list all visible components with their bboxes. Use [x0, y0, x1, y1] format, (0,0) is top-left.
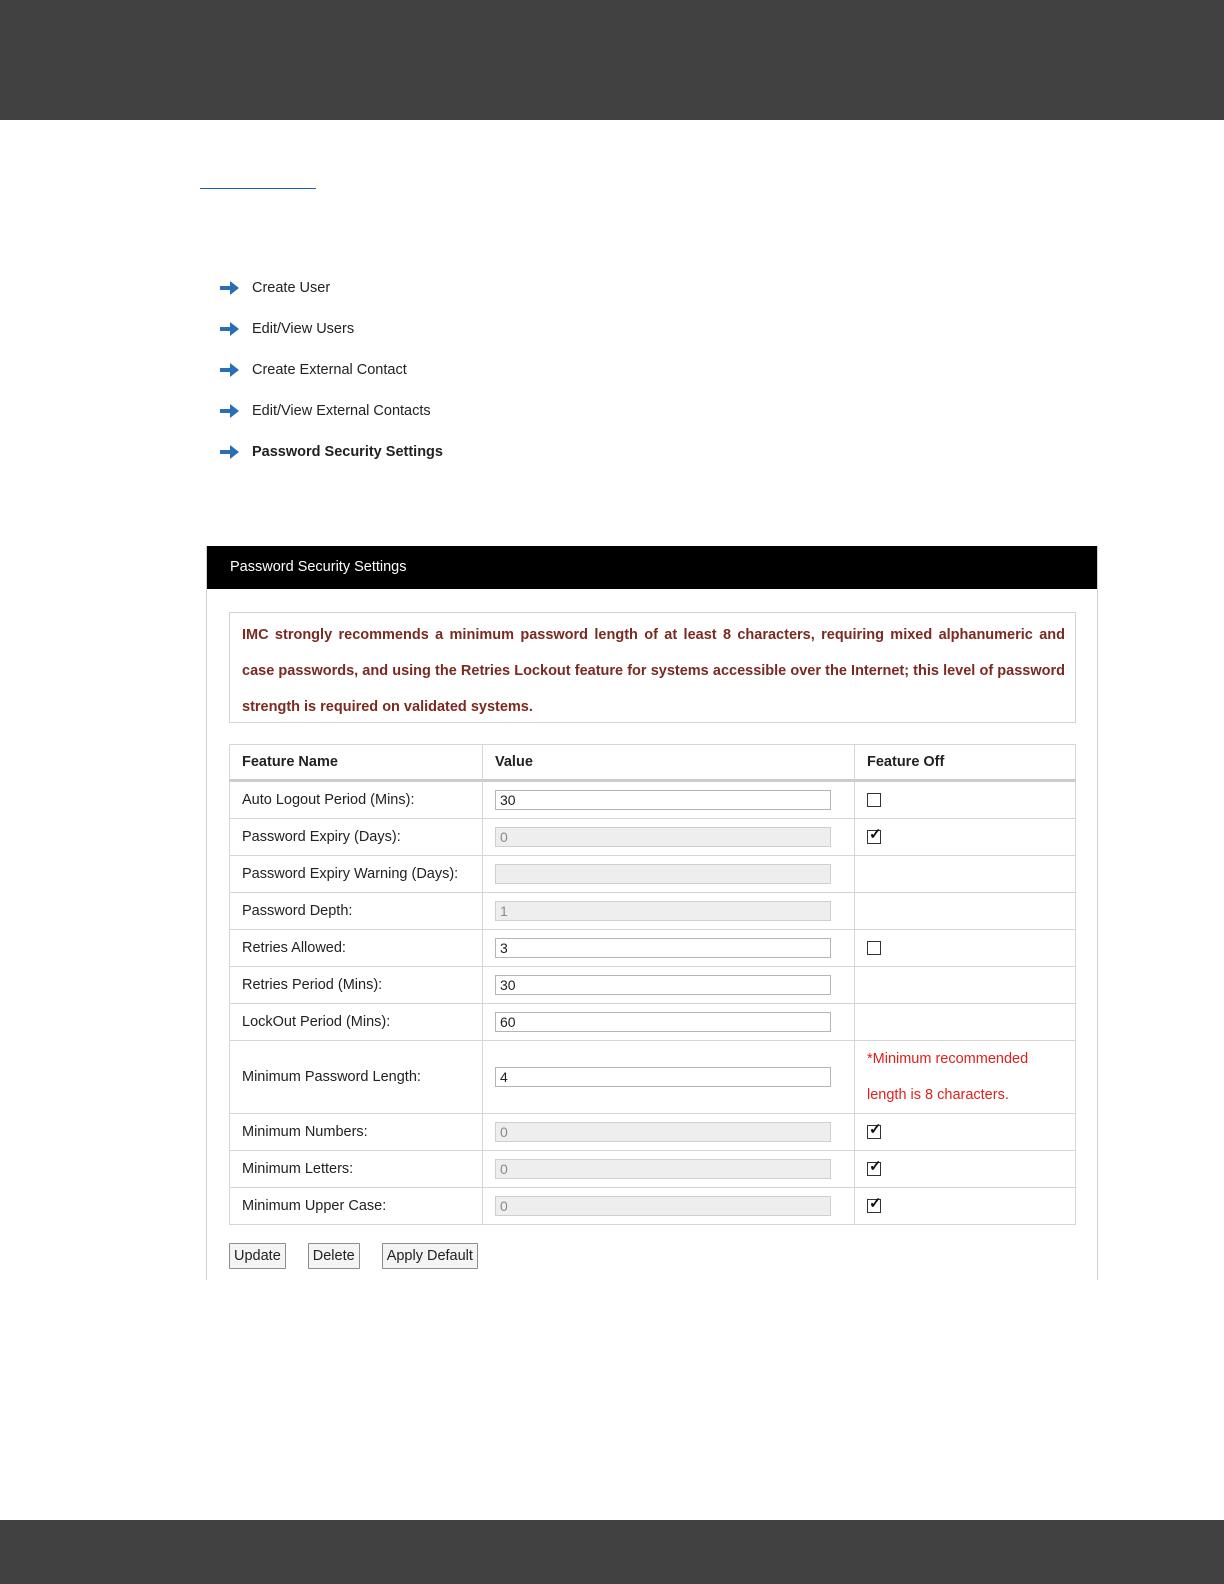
table-row [230, 1004, 1076, 1041]
value-cell [483, 1151, 855, 1188]
value-cell [483, 1041, 855, 1114]
value-cell [483, 781, 855, 819]
table-row [230, 819, 1076, 856]
table-header-row [230, 745, 1076, 781]
feature-value-input [495, 864, 831, 884]
feature-off-checkbox[interactable] [867, 1195, 882, 1213]
feature-off-cell [855, 1188, 1076, 1225]
value-cell [483, 856, 855, 893]
feature-off-checkbox[interactable] [867, 1158, 882, 1176]
footer-bar [0, 1520, 1224, 1584]
user-menu [220, 279, 443, 484]
feature-off-cell [855, 781, 1076, 819]
table-row [230, 781, 1076, 819]
checkmark-icon: ✓ [869, 1195, 882, 1213]
feature-off-cell [855, 893, 1076, 930]
nav-item-create-user[interactable] [220, 279, 443, 320]
feature-off-cell [855, 1041, 1076, 1114]
header-bar [0, 0, 1224, 120]
min-length-recommendation-note: *Minimum recommended length is 8 characters. [867, 1051, 1029, 1103]
right-arrow-icon [220, 321, 240, 337]
feature-off-cell [855, 967, 1076, 1004]
feature-off-checkbox[interactable] [867, 1121, 882, 1139]
feature-off-checkbox[interactable] [867, 793, 881, 807]
right-arrow-icon [220, 403, 240, 419]
value-cell [483, 1004, 855, 1041]
right-arrow-icon [220, 444, 240, 460]
nav-item-label: Create External Contact [252, 362, 407, 378]
feature-value-input[interactable] [495, 938, 831, 958]
feature-value-input [495, 827, 831, 847]
nav-item-password-security-settings[interactable] [220, 443, 443, 484]
feature-value-input[interactable] [495, 1012, 831, 1032]
feature-name-cell: Retries Allowed: [230, 930, 483, 967]
feature-name-cell: Auto Logout Period (Mins): [230, 781, 483, 819]
feature-value-input [495, 1159, 831, 1179]
right-arrow-icon [220, 362, 240, 378]
feature-off-cell [855, 1151, 1076, 1188]
feature-value-input [495, 1122, 831, 1142]
feature-off-cell [855, 930, 1076, 967]
checkmark-icon: ✓ [869, 826, 882, 844]
table-row [230, 893, 1076, 930]
nav-item-label: Edit/View Users [252, 321, 355, 337]
nav-item-label: Create User [252, 280, 331, 296]
feature-off-cell [855, 1004, 1076, 1041]
feature-value-input[interactable] [495, 975, 831, 995]
right-arrow-icon [220, 280, 240, 296]
panel-title: Password Security Settings [207, 546, 1097, 589]
apply-default-button[interactable]: Apply Default [382, 1243, 478, 1269]
update-button[interactable]: Update [229, 1243, 286, 1269]
feature-name-cell: Password Depth: [230, 893, 483, 930]
value-cell [483, 930, 855, 967]
table-row [230, 930, 1076, 967]
nav-item-label: Password Security Settings [252, 444, 443, 460]
action-buttons [229, 1243, 500, 1269]
feature-name-cell: Minimum Password Length: [230, 1041, 483, 1114]
password-security-panel [206, 546, 1098, 1280]
feature-name-cell: Minimum Numbers: [230, 1114, 483, 1151]
feature-name-cell: Password Expiry (Days): [230, 819, 483, 856]
header-value: Value [483, 745, 855, 781]
feature-name-cell: Retries Period (Mins): [230, 967, 483, 1004]
checkmark-icon: ✓ [869, 1121, 882, 1139]
nav-item-edit-view-users[interactable] [220, 320, 443, 361]
settings-table [229, 744, 1076, 1225]
nav-item-create-external-contact[interactable] [220, 361, 443, 402]
table-row [230, 1188, 1076, 1225]
value-cell [483, 893, 855, 930]
nav-item-label: Edit/View External Contacts [252, 403, 431, 419]
table-row [230, 1041, 1076, 1114]
value-cell [483, 967, 855, 1004]
header-feature-name: Feature Name [230, 745, 483, 781]
feature-off-cell [855, 819, 1076, 856]
feature-value-input [495, 901, 831, 921]
feature-off-checkbox[interactable] [867, 941, 881, 955]
table-row [230, 967, 1076, 1004]
checkmark-icon: ✓ [869, 1158, 882, 1176]
header-link-underline[interactable] [200, 188, 316, 189]
feature-name-cell: Minimum Upper Case: [230, 1188, 483, 1225]
header-feature-off: Feature Off [855, 745, 1076, 781]
delete-button[interactable]: Delete [308, 1243, 360, 1269]
feature-off-cell [855, 1114, 1076, 1151]
feature-value-input[interactable] [495, 790, 831, 810]
table-row [230, 856, 1076, 893]
table-row [230, 1114, 1076, 1151]
feature-name-cell: Password Expiry Warning (Days): [230, 856, 483, 893]
value-cell [483, 1188, 855, 1225]
feature-value-input[interactable] [495, 1067, 831, 1087]
feature-name-cell: Minimum Letters: [230, 1151, 483, 1188]
password-recommendation-notice: IMC strongly recommends a minimum password length of at least 8 characters, requiring mixed alphanumeric and case passwords, and using the Retries Lockout feature for systems accessible over the Internet; this level of password strength is required on validated systems. [229, 612, 1076, 723]
feature-name-cell: LockOut Period (Mins): [230, 1004, 483, 1041]
feature-off-cell [855, 856, 1076, 893]
feature-off-checkbox[interactable] [867, 826, 882, 844]
feature-value-input [495, 1196, 831, 1216]
table-row [230, 1151, 1076, 1188]
nav-item-edit-view-external-contacts[interactable] [220, 402, 443, 443]
value-cell [483, 1114, 855, 1151]
value-cell [483, 819, 855, 856]
